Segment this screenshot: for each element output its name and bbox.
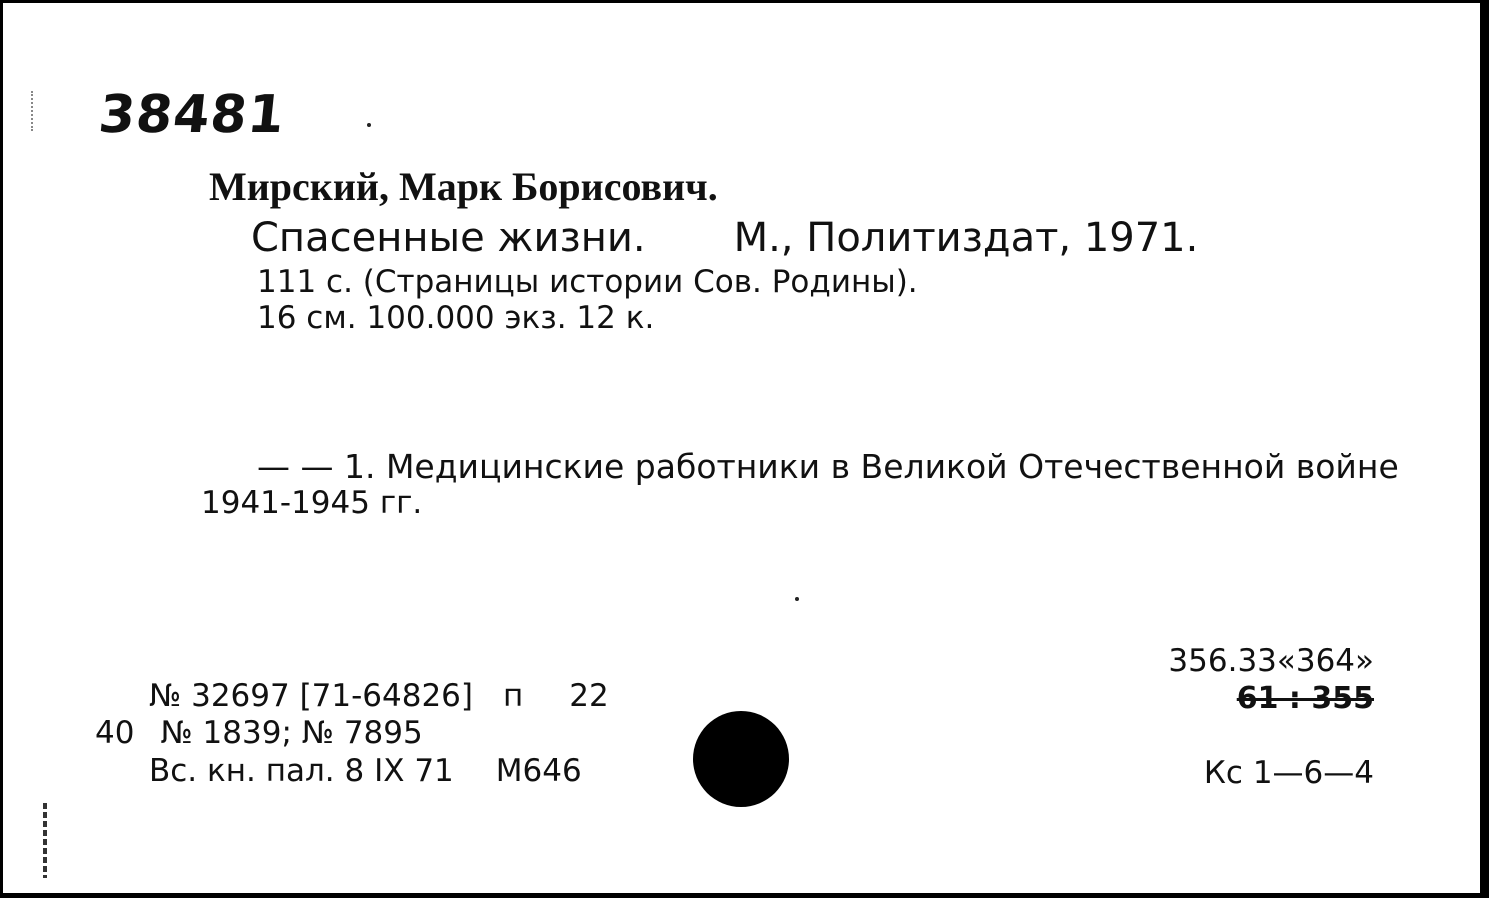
ink-speck <box>367 123 371 127</box>
order-prefix: 40 <box>95 715 135 751</box>
order-numbers <box>95 715 423 751</box>
title-line <box>251 215 1198 261</box>
registration-letter: п <box>503 678 524 714</box>
physical-description: 111 с. (Страницы истории Сов. Родины). <box>257 264 918 300</box>
edge-mark <box>31 91 36 131</box>
shelf-mark: Кс 1—6—4 <box>1203 755 1374 791</box>
book-chamber-line <box>149 753 582 789</box>
author-heading: Мирский, Марк Борисович. <box>209 164 718 209</box>
handwritten-accession-number: 38481 <box>95 85 289 145</box>
size-print-run-price: 16 см. 100.000 экз. 12 к. <box>257 300 655 336</box>
classification-udc: 356.33«364» <box>1168 643 1374 679</box>
subject-heading: — — 1. Медицинские работники в Великой Отечественной войне <box>257 447 1399 486</box>
classification-crossed-out: 61 : 355 <box>1236 681 1374 716</box>
registration-count: 22 <box>569 678 609 714</box>
catalog-card <box>3 3 1480 893</box>
book-title: Спасенные жизни. <box>251 215 646 261</box>
punch-hole <box>693 711 789 807</box>
book-chamber-date: Вс. кн. пал. 8 IX 71 <box>149 753 454 789</box>
registration-numbers <box>149 678 609 714</box>
imprint: М., Политиздат, 1971. <box>733 215 1199 261</box>
registration-number: № 32697 [71-64826] <box>149 678 474 714</box>
ink-speck <box>795 597 799 601</box>
author-code: М646 <box>495 753 582 789</box>
scratch-mark <box>43 803 47 878</box>
order-text: № 1839; № 7895 <box>160 715 423 751</box>
subject-heading-continued: 1941-1945 гг. <box>201 485 423 521</box>
